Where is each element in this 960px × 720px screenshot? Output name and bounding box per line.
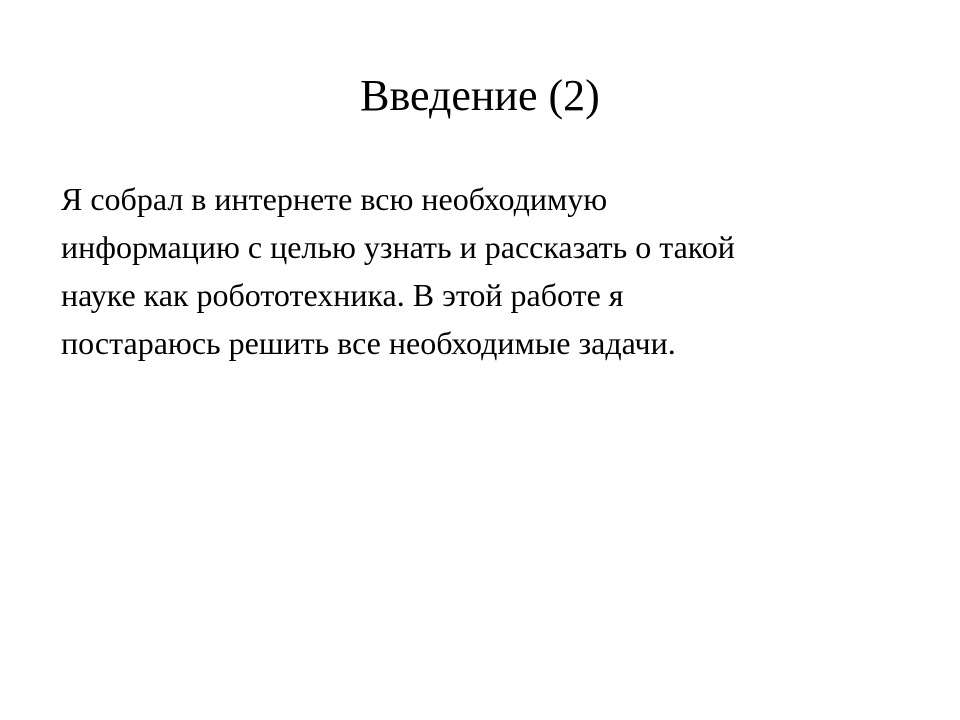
slide-title: Введение (2) bbox=[360, 71, 600, 120]
body-line: постараюсь решить все необходимые задачи. bbox=[61, 325, 676, 361]
body-line: науке как робототехника. В этой работе я bbox=[61, 277, 624, 313]
body-line: Я собрал в интернете всю необходимую bbox=[61, 181, 608, 217]
body-line: информацию с целью узнать и рассказать о такой bbox=[61, 229, 735, 265]
slide-body-text bbox=[61, 175, 921, 367]
